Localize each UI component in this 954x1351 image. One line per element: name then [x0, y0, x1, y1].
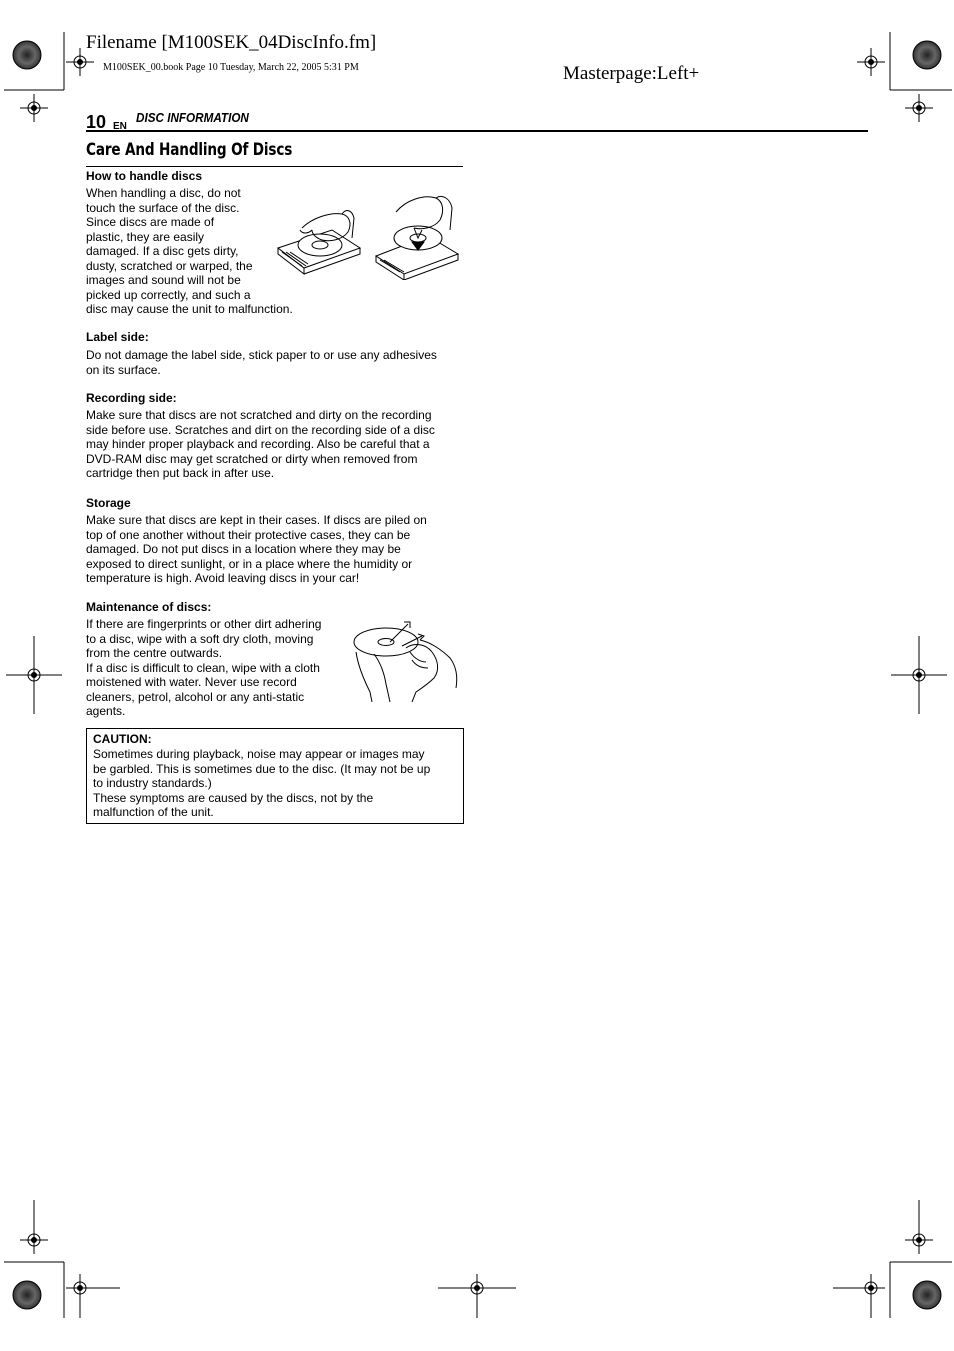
handle-heading: How to handle discs — [86, 169, 203, 183]
text-line: agents. — [86, 704, 126, 718]
disc-cleaning-illustration — [350, 618, 464, 704]
registration-mark-icon — [905, 94, 933, 122]
registration-mark-icon — [20, 1200, 48, 1254]
text-line: When handling a disc, do not — [86, 186, 241, 200]
text-line: damaged. If a disc gets dirty, — [86, 244, 239, 258]
rosette-icon — [913, 1281, 941, 1309]
text-line: on its surface. — [86, 362, 161, 377]
text-line: from the centre outwards. — [86, 646, 223, 660]
book-info: M100SEK_00.book Page 10 Tuesday, March 22, 2005 5:31 PM — [103, 62, 359, 73]
label-side-heading: Label side: — [86, 330, 149, 344]
text-line: disc may cause the unit to malfunction. — [86, 302, 293, 316]
text-line: to industry standards.) — [93, 776, 212, 790]
text-line: moistened with water. Never use record — [86, 675, 297, 689]
text-line: plastic, they are easily — [86, 229, 205, 244]
registration-mark-icon — [891, 636, 947, 714]
rosette-icon — [13, 1281, 41, 1309]
page-number: 10 — [86, 112, 107, 132]
rosette-icon — [13, 41, 41, 69]
recording-side-heading: Recording side: — [86, 391, 177, 405]
section-title: DISC INFORMATION — [136, 110, 249, 125]
text-line: Make sure that discs are kept in their cases. If discs are piled on — [86, 513, 427, 527]
page-language: EN — [113, 121, 127, 132]
registration-mark-icon — [6, 636, 62, 714]
text-line: images and sound will not be — [86, 273, 241, 287]
rosette-icon — [913, 41, 941, 69]
masterpage-label: Masterpage:Left+ — [563, 63, 700, 84]
text-line: may hinder proper playback and recording. Also be careful that a — [86, 437, 430, 451]
filename-header: Filename [M100SEK_04DiscInfo.fm] — [86, 32, 377, 53]
text-line: side before use. Scratches and dirt on the recording side of a disc — [86, 422, 435, 437]
maintenance-heading: Maintenance of discs: — [86, 600, 212, 614]
caution-text — [93, 747, 459, 820]
storage-text — [86, 513, 466, 586]
text-line: Sometimes during playback, noise may appear or images may — [93, 747, 425, 761]
page-title: Care And Handling Of Discs — [86, 140, 293, 160]
text-line: damaged. Do not put discs in a location where they may be — [86, 542, 401, 556]
text-line: cartridge then put back in after use. — [86, 466, 275, 480]
storage-heading: Storage — [86, 496, 131, 510]
text-line: touch the surface of the disc. — [86, 200, 240, 215]
text-line: dusty, scratched or warped, the — [86, 258, 253, 273]
text-line: be garbled. This is sometimes due to the disc. (It may not be up — [93, 761, 431, 776]
text-line: exposed to direct sunlight, or in a place where the humidity or — [86, 556, 413, 571]
text-line: to a disc, wipe with a soft dry cloth, moving — [86, 631, 314, 646]
text-line: DVD-RAM disc may get scratched or dirty when removed from — [86, 451, 418, 466]
text-line: malfunction of the unit. — [93, 805, 214, 819]
text-line: If there are fingerprints or other dirt adhering — [86, 617, 322, 631]
recording-side-text — [86, 408, 466, 481]
text-line: cleaners, petrol, alcohol or any anti-static — [86, 689, 305, 704]
text-line: Do not damage the label side, stick paper to or use any adhesives — [86, 348, 437, 362]
registration-mark-icon — [857, 48, 885, 76]
text-line: If a disc is difficult to clean, wipe with a cloth — [86, 660, 320, 675]
registration-mark-icon — [66, 1274, 120, 1318]
header-rule — [86, 130, 868, 132]
registration-mark-icon — [833, 1274, 885, 1318]
registration-mark-icon — [905, 1200, 933, 1254]
registration-mark-icon — [20, 94, 48, 122]
text-line: picked up correctly, and such a — [86, 287, 251, 302]
maintenance-text — [86, 617, 348, 719]
text-line: Since discs are made of — [86, 215, 215, 229]
title-rule — [86, 166, 463, 167]
text-line: temperature is high. Avoid leaving discs in your car! — [86, 571, 360, 585]
caution-heading: CAUTION: — [93, 732, 152, 746]
registration-mark-icon — [438, 1274, 516, 1318]
text-line: Make sure that discs are not scratched and dirty on the recording — [86, 408, 432, 422]
text-line: top of one another without their protective cases, they can be — [86, 527, 411, 542]
text-line: These symptoms are caused by the discs, not by the — [93, 790, 374, 805]
label-side-text — [86, 348, 466, 377]
disc-handling-illustration — [272, 190, 464, 280]
